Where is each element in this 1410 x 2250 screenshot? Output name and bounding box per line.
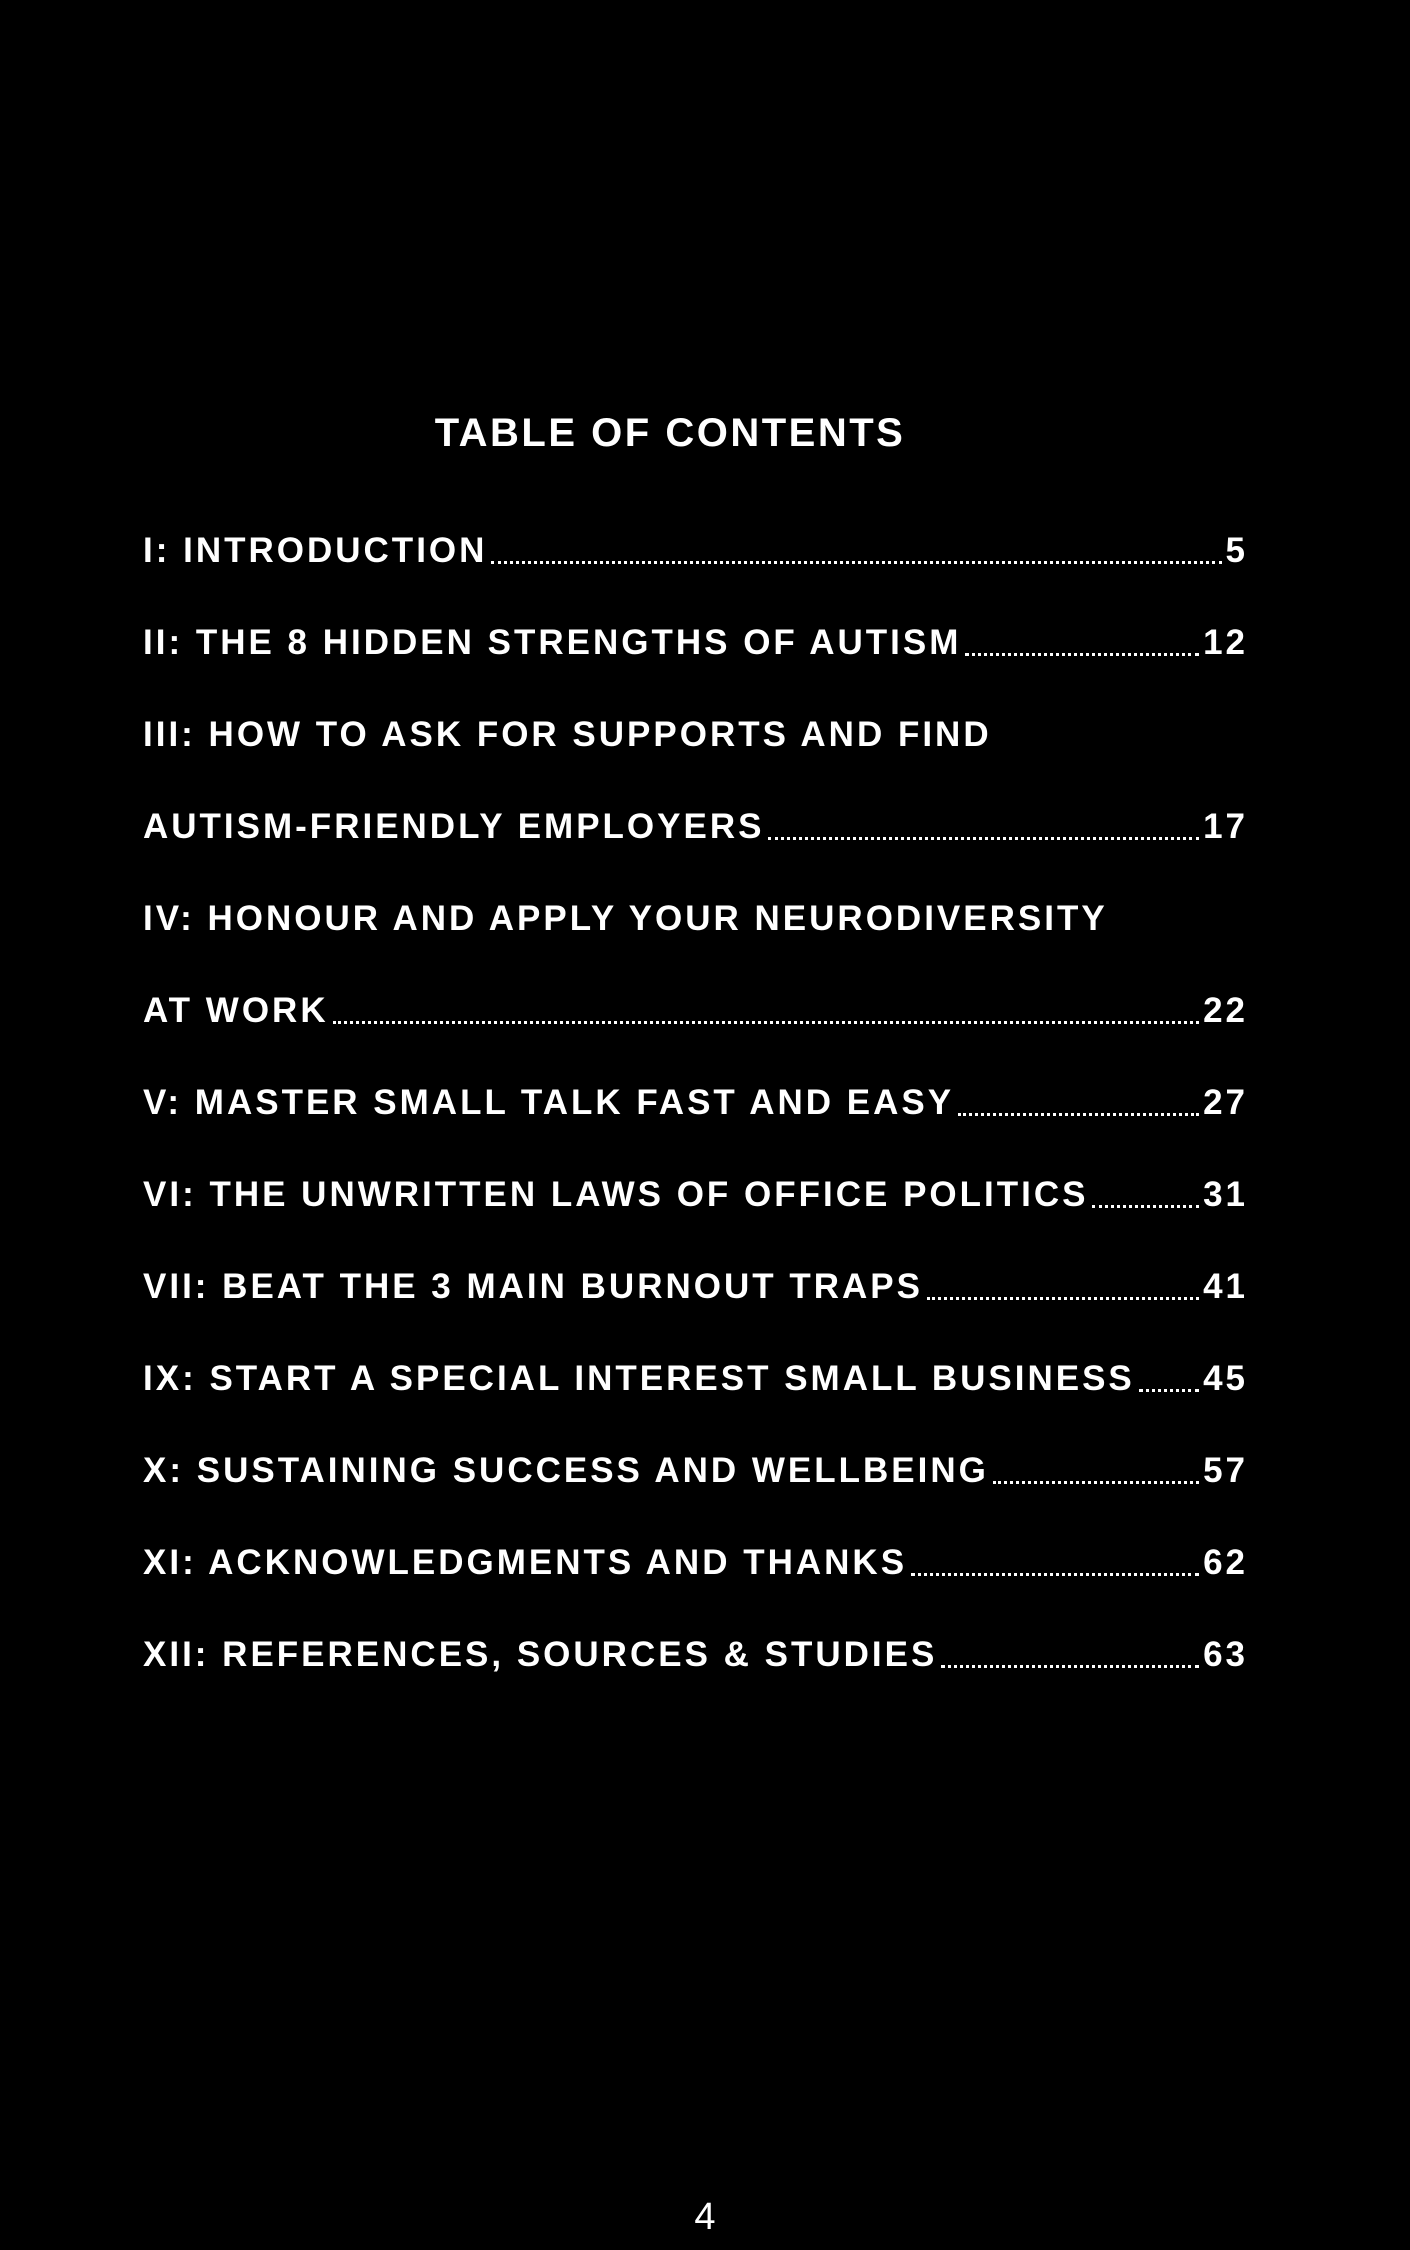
toc-list [143,505,1248,1701]
toc-entry-page: 45 [1203,1359,1248,1398]
dot-leader [965,653,1199,656]
toc-entry-page: 63 [1203,1635,1248,1674]
toc-entry-page: 22 [1203,991,1248,1030]
dot-leader [958,1113,1199,1116]
toc-entry-label: X: SUSTAINING SUCCESS AND WELLBEING [143,1451,989,1490]
toc-entry-ask-for-supports-line1[interactable] [143,689,1248,781]
dot-leader [927,1297,1199,1300]
toc-entry-page: 17 [1203,807,1248,846]
toc-entry-label: XI: ACKNOWLEDGMENTS AND THANKS [143,1543,908,1582]
dot-leader [333,1021,1199,1024]
toc-entry-references[interactable] [143,1609,1248,1701]
toc-entry-acknowledgments[interactable] [143,1517,1248,1609]
toc-entry-office-politics[interactable] [143,1149,1248,1241]
toc-entry-neurodiversity-line2[interactable] [143,965,1248,1057]
toc-entry-small-talk[interactable] [143,1057,1248,1149]
toc-entry-label: AUTISM-FRIENDLY EMPLOYERS [143,807,765,846]
dot-leader [911,1573,1199,1576]
toc-entry-page: 12 [1203,623,1248,662]
toc-entry-introduction[interactable] [143,505,1248,597]
toc-entry-page: 31 [1203,1175,1248,1214]
toc-entry-label: III: HOW TO ASK FOR SUPPORTS AND FIND [143,715,992,754]
toc-entry-page: 57 [1203,1451,1248,1490]
toc-entry-label: VII: BEAT THE 3 MAIN BURNOUT TRAPS [143,1267,923,1306]
dot-leader [941,1665,1199,1668]
toc-entry-label: AT WORK [143,991,329,1030]
toc-entry-label: XII: REFERENCES, SOURCES & STUDIES [143,1635,938,1674]
toc-entry-sustaining-success[interactable] [143,1425,1248,1517]
toc-entry-label: IV: HONOUR AND APPLY YOUR NEURODIVERSITY [143,899,1108,938]
toc-entry-label: V: MASTER SMALL TALK FAST AND EASY [143,1083,955,1122]
page-number: 4 [694,2196,716,2238]
dot-leader [1139,1389,1199,1392]
toc-entry-page: 41 [1203,1267,1248,1306]
dot-leader [993,1481,1199,1484]
toc-entry-label: I: INTRODUCTION [143,531,488,570]
toc-title: TABLE OF CONTENTS [434,411,906,455]
dot-leader [1092,1205,1199,1208]
toc-entry-burnout-traps[interactable] [143,1241,1248,1333]
toc-entry-neurodiversity-line1[interactable] [143,873,1248,965]
toc-entry-label: II: THE 8 HIDDEN STRENGTHS OF AUTISM [143,623,962,662]
toc-entry-page: 62 [1203,1543,1248,1582]
dot-leader [491,561,1221,564]
toc-entry-hidden-strengths[interactable] [143,597,1248,689]
toc-entry-page: 27 [1203,1083,1248,1122]
dot-leader [768,837,1199,840]
toc-entry-label: VI: THE UNWRITTEN LAWS OF OFFICE POLITICS [143,1175,1089,1214]
toc-entry-ask-for-supports-line2[interactable] [143,781,1248,873]
toc-entry-small-business[interactable] [143,1333,1248,1425]
toc-entry-label: IX: START A SPECIAL INTEREST SMALL BUSINESS [143,1359,1135,1398]
toc-entry-page: 5 [1225,531,1248,570]
